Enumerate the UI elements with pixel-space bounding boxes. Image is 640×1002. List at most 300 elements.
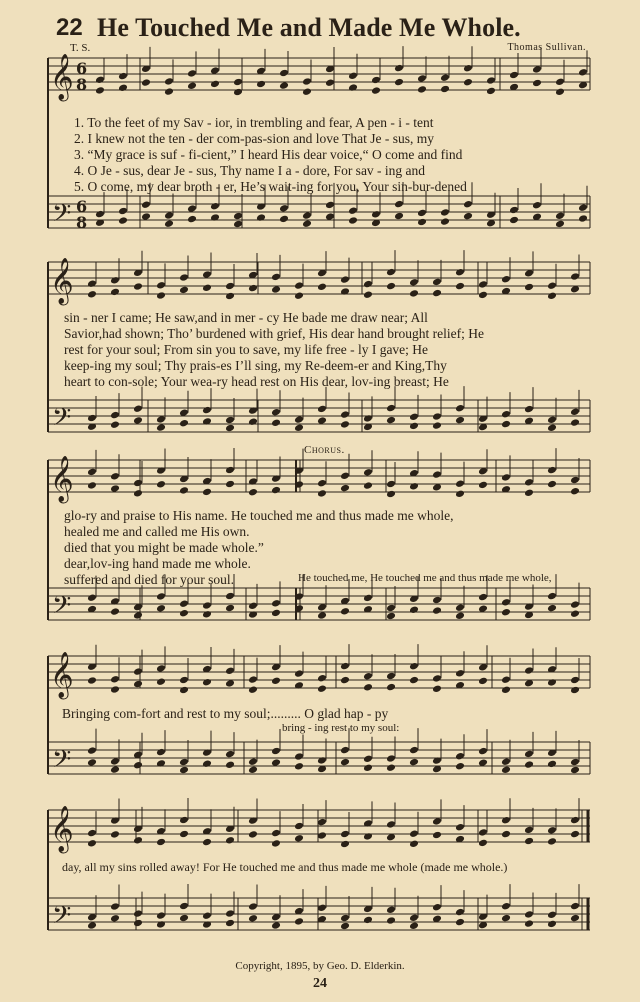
note-head — [524, 760, 534, 769]
note-head — [363, 594, 373, 603]
note-head — [555, 212, 565, 221]
note-head — [371, 76, 381, 85]
note-head — [501, 686, 511, 695]
note-head — [386, 916, 396, 925]
treble-clef-icon: 𝄞 — [50, 54, 74, 100]
note-head — [455, 762, 465, 771]
note-head — [118, 216, 128, 225]
note-head — [248, 284, 258, 293]
note-head — [179, 816, 189, 825]
note-head — [179, 758, 189, 767]
note-head — [156, 920, 166, 929]
note-head — [110, 902, 120, 911]
note-head — [225, 282, 235, 291]
note-head — [294, 415, 304, 424]
note-head — [348, 206, 358, 215]
note-head — [440, 217, 450, 226]
note-head — [271, 829, 281, 838]
verse-line: sin - ner I came; He saw,and in mer - cy He bade me draw near; All — [64, 310, 428, 325]
note-head — [110, 472, 120, 481]
note-head — [340, 472, 350, 481]
note-head — [294, 917, 304, 926]
note-head — [294, 424, 304, 433]
note-head — [348, 83, 358, 92]
treble-clef-icon: 𝄞 — [50, 456, 74, 502]
note-head — [202, 759, 212, 768]
note-head — [179, 766, 189, 775]
note-head — [478, 839, 488, 848]
note-head — [156, 592, 166, 601]
note-head — [409, 662, 419, 671]
note-head — [455, 490, 465, 499]
note-head — [501, 675, 511, 684]
note-head — [294, 281, 304, 290]
note-head — [179, 902, 189, 911]
note-head — [87, 746, 97, 755]
note-head — [409, 482, 419, 491]
verse-line: 1. To the feet of my Sav - ior, in trembling and fear, A pen - i - tent — [74, 115, 434, 130]
note-head — [187, 69, 197, 78]
note-head — [478, 593, 488, 602]
note-head — [501, 608, 511, 617]
author-initials: T. S. — [70, 42, 91, 54]
note-head — [271, 677, 281, 686]
note-head — [87, 279, 97, 288]
note-head — [532, 201, 542, 210]
note-head — [133, 761, 143, 770]
note-head — [524, 489, 534, 498]
note-head — [386, 268, 396, 277]
note-head — [340, 662, 350, 671]
note-head — [340, 607, 350, 616]
treble-clef-icon: 𝄞 — [50, 258, 74, 304]
note-head — [156, 911, 166, 920]
note-head — [279, 69, 289, 78]
note-head — [463, 64, 473, 73]
note-head — [409, 840, 419, 849]
note-head — [394, 64, 404, 73]
note-head — [225, 466, 235, 475]
note-head — [340, 410, 350, 419]
note-head — [317, 611, 327, 620]
note-head — [133, 489, 143, 498]
note-head — [363, 280, 373, 289]
note-head — [233, 212, 243, 221]
note-head — [409, 413, 419, 422]
note-head — [386, 754, 396, 763]
note-head — [478, 677, 488, 686]
note-head — [256, 213, 266, 222]
note-head — [87, 290, 97, 299]
note-head — [547, 424, 557, 433]
note-head — [340, 420, 350, 429]
note-head — [432, 421, 442, 430]
note-head — [363, 414, 373, 423]
note-head — [271, 599, 281, 608]
note-head — [202, 406, 212, 415]
note-head — [363, 755, 373, 764]
note-head — [417, 209, 427, 218]
note-head — [547, 292, 557, 301]
note-head — [133, 836, 143, 845]
note-head — [294, 752, 304, 761]
note-head — [248, 675, 258, 684]
note-head — [501, 914, 511, 923]
note-head — [133, 416, 143, 425]
note-head — [386, 604, 396, 613]
note-head — [432, 685, 442, 694]
verse-line: rest for your soul; From sin you to save, my life free - ly I gave; He — [64, 342, 429, 357]
note-head — [440, 208, 450, 217]
note-head — [547, 678, 557, 687]
note-head — [478, 481, 488, 490]
note-head — [256, 80, 266, 89]
note-head — [225, 604, 235, 613]
note-head — [501, 902, 511, 911]
note-head — [156, 604, 166, 613]
note-head — [501, 816, 511, 825]
note-head — [317, 904, 327, 913]
note-head — [294, 291, 304, 300]
note-head — [187, 82, 197, 91]
note-head — [317, 489, 327, 498]
note-head — [386, 683, 396, 692]
note-head — [455, 603, 465, 612]
note-head — [524, 666, 534, 675]
note-head — [233, 220, 243, 229]
note-head — [363, 683, 373, 692]
note-head — [463, 212, 473, 221]
note-head — [110, 420, 120, 429]
note-head — [547, 592, 557, 601]
note-head — [409, 746, 419, 755]
note-head — [394, 200, 404, 209]
note-head — [509, 71, 519, 80]
note-head — [87, 593, 97, 602]
note-head — [317, 405, 327, 414]
note-head — [524, 478, 534, 487]
note-head — [555, 78, 565, 87]
note-head — [440, 85, 450, 94]
note-head — [340, 840, 350, 849]
verse-line: keep-ing my soul; Thy prais-es I’ll sing, my Re-deem-er and King,Thy — [64, 358, 447, 373]
note-head — [87, 676, 97, 685]
note-head — [202, 284, 212, 293]
note-head — [486, 76, 496, 85]
note-head — [279, 81, 289, 90]
note-head — [455, 823, 465, 832]
verse-line: 5. O come, my dear broth - er, He’s wait-ing for you, Your sin-bur-dened — [74, 179, 467, 194]
note-head — [409, 676, 419, 685]
note-head — [455, 404, 465, 413]
note-head — [409, 422, 419, 431]
note-head — [202, 678, 212, 687]
note-head — [110, 288, 120, 297]
note-head — [118, 84, 128, 93]
note-head — [340, 275, 350, 284]
note-head — [133, 404, 143, 413]
note-head — [294, 669, 304, 678]
note-head — [248, 602, 258, 611]
note-head — [501, 410, 511, 419]
note-head — [547, 920, 557, 929]
note-head — [340, 830, 350, 839]
note-head — [110, 685, 120, 694]
note-head — [578, 214, 588, 223]
note-head — [524, 910, 534, 919]
verse-line: 2. I knew not the ten - der com-pas-sion and love That Je - sus, my — [74, 131, 435, 146]
note-head — [547, 837, 557, 846]
note-head — [294, 822, 304, 831]
note-head — [340, 914, 350, 923]
copyright-notice: Copyright, 1895, by Geo. D. Elderkin. — [235, 960, 405, 972]
chorus-line: day, all my sins rolled away! For He touched me and thus made me whole (made me whole.) — [62, 860, 508, 874]
note-head — [547, 911, 557, 920]
note-head — [363, 672, 373, 681]
note-head — [478, 291, 488, 300]
note-head — [524, 919, 534, 928]
chorus-label: Chorus. — [304, 444, 345, 456]
note-head — [202, 601, 212, 610]
note-head — [271, 273, 281, 282]
note-head — [501, 757, 511, 766]
note-head — [225, 836, 235, 845]
note-head — [570, 600, 580, 609]
note-head — [455, 282, 465, 291]
note-head — [110, 484, 120, 493]
verse-line: healed me and called me His own. — [64, 524, 250, 539]
note-head — [455, 669, 465, 678]
note-head — [486, 87, 496, 96]
note-head — [455, 752, 465, 761]
note-head — [555, 88, 565, 97]
verse-line: Savior,had shown; Tho’ burdened with grief, His dear hand brought relief; He — [64, 326, 484, 341]
note-head — [432, 278, 442, 287]
note-head — [417, 218, 427, 227]
note-head — [340, 484, 350, 493]
note-head — [455, 612, 465, 621]
note-head — [225, 919, 235, 928]
note-head — [371, 210, 381, 219]
note-head — [432, 606, 442, 615]
note-head — [179, 286, 189, 295]
note-head — [271, 419, 281, 428]
note-head — [271, 609, 281, 618]
note-head — [317, 756, 327, 765]
note-head — [409, 829, 419, 838]
note-head — [210, 80, 220, 89]
note-head — [509, 216, 519, 225]
note-head — [302, 87, 312, 96]
note-head — [317, 479, 327, 488]
note-head — [202, 270, 212, 279]
hymn-number: 22 — [56, 14, 83, 41]
note-head — [440, 73, 450, 82]
note-head — [501, 830, 511, 839]
note-head — [87, 829, 97, 838]
bass-clef-icon: 𝄢 — [52, 403, 72, 438]
note-head — [455, 908, 465, 917]
note-head — [570, 914, 580, 923]
svg-text:8: 8 — [76, 213, 88, 232]
note-head — [417, 85, 427, 94]
note-head — [555, 220, 565, 229]
note-head — [302, 219, 312, 228]
note-head — [348, 72, 358, 81]
svg-text:8: 8 — [76, 75, 88, 94]
note-head — [156, 664, 166, 673]
note-head — [386, 490, 396, 499]
note-head — [156, 838, 166, 847]
note-head — [248, 902, 258, 911]
note-head — [409, 758, 419, 767]
treble-clef-icon: 𝄞 — [50, 806, 74, 852]
note-head — [432, 412, 442, 421]
note-head — [463, 78, 473, 87]
hymn-title: He Touched Me and Made Me Whole. — [97, 13, 521, 42]
note-head — [179, 830, 189, 839]
bass-clef-icon: 𝄢 — [52, 591, 72, 626]
note-head — [279, 215, 289, 224]
note-head — [386, 906, 396, 915]
note-head — [164, 211, 174, 220]
note-head — [156, 281, 166, 290]
note-head — [409, 922, 419, 931]
composer-name: Thomas Sullivan. — [507, 42, 586, 53]
note-head — [409, 278, 419, 287]
note-head — [570, 487, 580, 496]
note-head — [225, 292, 235, 301]
verse-line: suffered and died for your soul. — [64, 572, 234, 587]
note-head — [432, 674, 442, 683]
note-head — [547, 604, 557, 613]
note-head — [317, 674, 327, 683]
verse-line: 4. O Je - sus, dear Je - sus, Thy name I a - dore, For sav - ing and — [74, 163, 426, 178]
note-head — [409, 289, 419, 298]
note-head — [432, 289, 442, 298]
note-head — [179, 676, 189, 685]
note-head — [118, 72, 128, 81]
note-head — [248, 914, 258, 923]
note-head — [271, 486, 281, 495]
note-head — [179, 486, 189, 495]
note-head — [164, 219, 174, 228]
note-head — [225, 750, 235, 759]
note-head — [202, 838, 212, 847]
note-head — [570, 676, 580, 685]
note-head — [317, 818, 327, 827]
note-head — [325, 201, 335, 210]
note-head — [225, 909, 235, 918]
note-head — [110, 765, 120, 774]
note-head — [133, 909, 143, 918]
note-head — [386, 672, 396, 681]
note-head — [156, 291, 166, 300]
note-head — [141, 200, 151, 209]
note-head — [133, 282, 143, 291]
note-head — [87, 468, 97, 477]
note-head — [532, 79, 542, 88]
note-head — [386, 416, 396, 425]
note-head — [95, 210, 105, 219]
treble-clef-icon: 𝄞 — [50, 652, 74, 698]
note-head — [570, 272, 580, 281]
note-head — [202, 488, 212, 497]
note-head — [524, 750, 534, 759]
note-head — [87, 921, 97, 930]
note-head — [386, 282, 396, 291]
note-head — [248, 685, 258, 694]
note-head — [248, 488, 258, 497]
note-head — [156, 748, 166, 757]
note-head — [578, 68, 588, 77]
note-head — [363, 481, 373, 490]
bass-clef-icon: 𝄢 — [52, 199, 72, 234]
note-head — [570, 418, 580, 427]
alto-lyric: bring - ing rest to my soul: — [282, 722, 400, 734]
note-head — [225, 480, 235, 489]
note-head — [141, 212, 151, 221]
note-head — [317, 684, 327, 693]
bass-lyric: He touched me, He touched me and thus made me whole, — [298, 572, 552, 584]
note-head — [271, 921, 281, 930]
note-head — [156, 480, 166, 489]
verse-line: heart to con-sole; Your wea-ry head rest on His dear, lov-ing breast; He — [64, 374, 449, 389]
note-head — [547, 760, 557, 769]
note-head — [570, 476, 580, 485]
note-head — [547, 416, 557, 425]
note-head — [478, 828, 488, 837]
note-head — [179, 914, 189, 923]
note-head — [455, 416, 465, 425]
chorus-line: Bringing com-fort and rest to my soul;......... O glad hap - py — [62, 706, 389, 721]
bass-clef-icon: 𝄢 — [52, 745, 72, 780]
note-head — [110, 276, 120, 285]
note-head — [233, 78, 243, 87]
note-head — [570, 830, 580, 839]
note-head — [225, 424, 235, 433]
note-head — [248, 757, 258, 766]
note-head — [432, 903, 442, 912]
note-head — [409, 914, 419, 923]
page-number: 24 — [313, 976, 327, 991]
note-head — [432, 470, 442, 479]
note-head — [386, 763, 396, 772]
note-head — [455, 268, 465, 277]
note-head — [363, 916, 373, 925]
note-head — [179, 609, 189, 618]
note-head — [225, 416, 235, 425]
note-head — [133, 667, 143, 676]
note-head — [340, 758, 350, 767]
note-head — [570, 758, 580, 767]
note-head — [501, 598, 511, 607]
note-head — [478, 280, 488, 289]
note-head — [570, 408, 580, 417]
note-head — [394, 212, 404, 221]
note-head — [87, 758, 97, 767]
note-head — [394, 78, 404, 87]
note-head — [524, 405, 534, 414]
note-head — [348, 216, 358, 225]
note-head — [371, 86, 381, 95]
note-head — [179, 273, 189, 282]
verse-line: glo-ry and praise to His name. He touched me and thus made me whole, — [64, 508, 454, 523]
note-head — [340, 746, 350, 755]
note-head — [570, 902, 580, 911]
note-head — [271, 839, 281, 848]
note-head — [455, 479, 465, 488]
